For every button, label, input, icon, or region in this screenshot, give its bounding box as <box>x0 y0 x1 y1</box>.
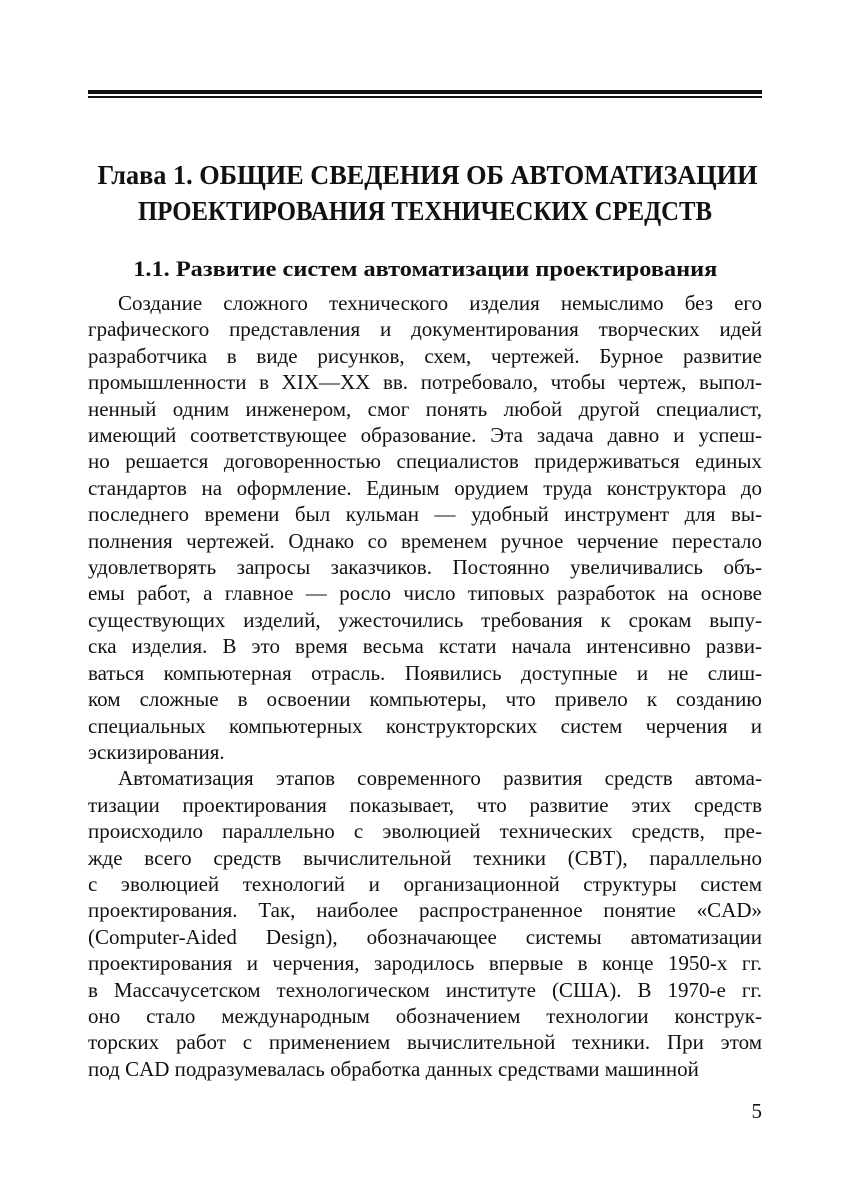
text-line: емы работ, а главное — росло число типовых разработок на основе <box>88 581 762 606</box>
text-line: ска изделия. В это время весьма кстати начала интенсивно разви- <box>88 634 762 659</box>
text-line: проектирования и черчения, зародилось впервые в конце 1950-х гг. <box>88 951 762 976</box>
text-line: торских работ с применением вычислительной техники. При этом <box>88 1030 762 1055</box>
paragraph <box>88 765 762 1082</box>
text-line: оно стало международным обозначением технологии конструк- <box>88 1003 762 1028</box>
text-line: имеющий соответствующее образование. Эта задача давно и успеш- <box>88 423 762 448</box>
text-line: под CAD подразумевалась обработка данных средствами машинной <box>88 1056 699 1081</box>
text-line: жде всего средств вычислительной техники (СВТ), параллельно <box>88 845 762 870</box>
chapter-title-line-1: Глава 1. ОБЩИЕ СВЕДЕНИЯ ОБ АВТОМАТИЗАЦИИ <box>97 160 758 190</box>
text-line: разработчика в виде рисунков, схем, чертежей. Бурное развитие <box>88 343 762 368</box>
chapter-title-line <box>88 157 762 193</box>
body-text <box>88 290 762 1082</box>
text-line: Автоматизация этапов современного развития средств автома- <box>118 766 762 791</box>
section-title-line <box>88 254 762 284</box>
header-rule-thin <box>88 96 762 98</box>
chapter-title-line-2: ПРОЕКТИРОВАНИЯ ТЕХНИЧЕСКИХ СРЕДСТВ <box>138 196 712 226</box>
text-line: эскизирования. <box>88 739 225 764</box>
section-title-text: 1.1. Развитие систем автоматизации проектирования <box>133 256 717 281</box>
text-line: проектирования. Так, наиболее распространенное понятие «CAD» <box>88 898 762 923</box>
text-line: графического представления и документирования творческих идей <box>88 317 762 342</box>
text-line: с эволюцией технологий и организационной структуры систем <box>88 871 762 896</box>
text-line: (Computer-Aided Design), обозначающее системы автоматизации <box>88 924 762 949</box>
chapter-title <box>88 157 762 229</box>
text-line: в Массачусетском технологическом институте (США). В 1970-е гг. <box>88 977 762 1002</box>
text-line: удовлетворять запросы заказчиков. Постоянно увеличивались объ- <box>88 555 762 580</box>
text-line: тизации проектирования показывает, что развитие этих средств <box>88 792 762 817</box>
text-line: происходило параллельно с эволюцией технических средств, пре- <box>88 819 762 844</box>
paragraph <box>88 290 762 765</box>
header-rule-thick <box>88 90 762 94</box>
text-line: последнего времени был кульман — удобный инструмент для вы- <box>88 502 762 527</box>
text-line: стандартов на оформление. Единым орудием труда конструктора до <box>88 475 762 500</box>
text-line: ваться компьютерная отрасль. Появились доступные и не слиш- <box>88 660 762 685</box>
text-line: ком сложные в освоении компьютеры, что привело к созданию <box>88 687 762 712</box>
section-title <box>88 254 762 284</box>
chapter-title-line <box>88 193 762 229</box>
text-line: ненный одним инженером, смог понять любой другой специалист, <box>88 396 762 421</box>
text-line: промышленности в XIX—XX вв. потребовало, чтобы чертеж, выпол- <box>88 370 762 395</box>
text-line: полнения чертежей. Однако со временем ручное черчение перестало <box>88 528 762 553</box>
page-number: 5 <box>751 1099 762 1123</box>
text-line: существующих изделий, ужесточились требования к срокам выпу- <box>88 607 762 632</box>
text-line: но решается договоренностью специалистов придерживаться единых <box>88 449 762 474</box>
text-line: специальных компьютерных конструкторских систем черчения и <box>88 713 762 738</box>
text-line: Создание сложного технического изделия немыслимо без его <box>118 291 762 315</box>
